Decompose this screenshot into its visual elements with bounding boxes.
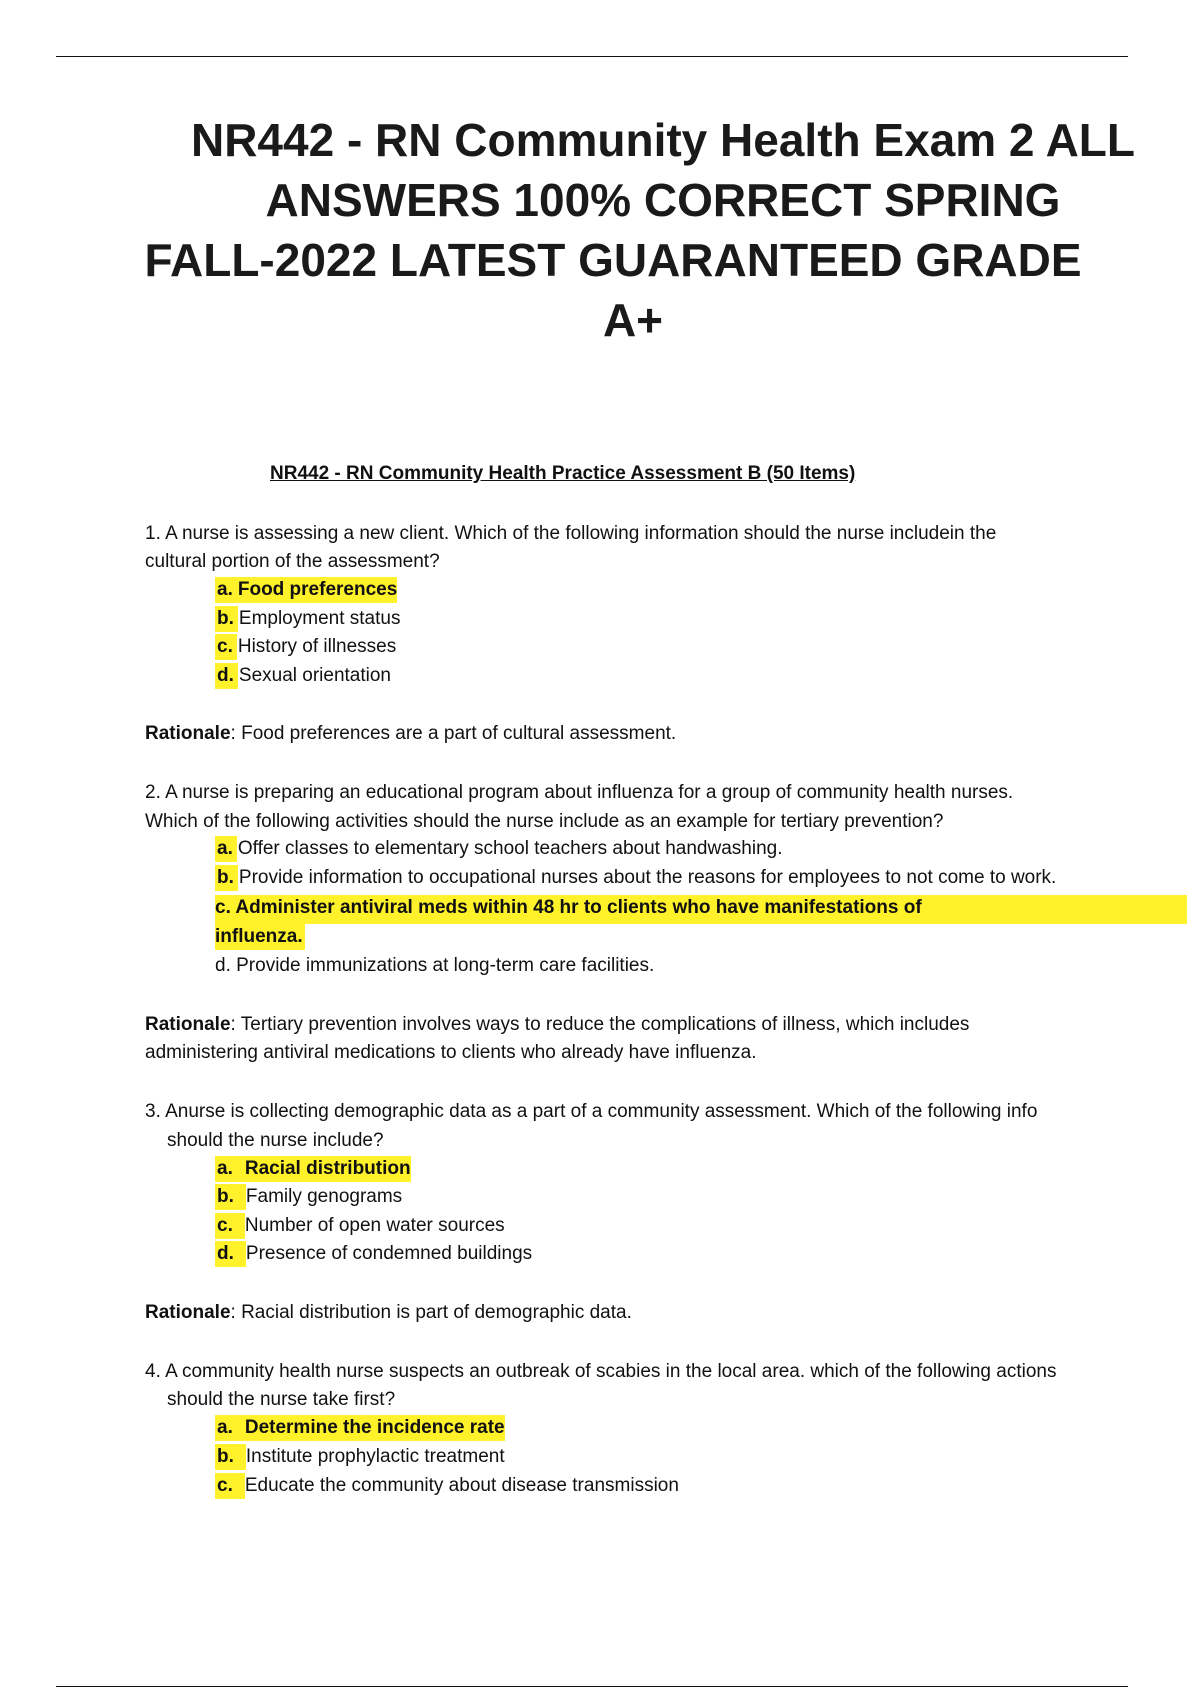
q4-option-a: a. Determine the incidence rate bbox=[215, 1415, 505, 1441]
q3-option-a: a. Racial distribution bbox=[215, 1156, 411, 1182]
document-title bbox=[118, 110, 1138, 350]
q1-option-d: d. Sexual orientation bbox=[215, 663, 391, 689]
question-3-line-2: should the nurse include? bbox=[167, 1130, 384, 1151]
q2-option-a: a. Offer classes to elementary school teachers about handwashing. bbox=[215, 836, 783, 862]
q1-option-a: a. Food preferences bbox=[215, 577, 397, 603]
q2-option-c: c. Administer antiviral meds within 48 hr to clients who have manifestations of bbox=[215, 897, 922, 918]
q2-rationale: Rationale: Tertiary prevention involves ways to reduce the complications of illness, which includes bbox=[145, 1014, 970, 1035]
q2-option-d: d. Provide immunizations at long-term care facilities. bbox=[215, 955, 655, 976]
q4-option-c: c. Educate the community about disease transmission bbox=[215, 1473, 679, 1499]
q2-option-b: b. Provide information to occupational nurses about the reasons for employees to not come to work. bbox=[215, 865, 1056, 891]
question-3-line-1: 3. Anurse is collecting demographic data as a part of a community assessment. Which of the following info bbox=[145, 1101, 1038, 1122]
q4-option-b: b. Institute prophylactic treatment bbox=[215, 1444, 505, 1470]
question-2-line-1: 2. A nurse is preparing an educational program about influenza for a group of community health nurses. bbox=[145, 782, 1014, 803]
q3-option-d: d. Presence of condemned buildings bbox=[215, 1241, 532, 1267]
question-1-line-2: cultural portion of the assessment? bbox=[145, 551, 440, 572]
title-line-2: ANSWERS 100% CORRECT SPRING bbox=[265, 174, 1061, 226]
q2-rationale-line-2: administering antiviral medications to clients who already have influenza. bbox=[145, 1042, 757, 1063]
question-4-line-2: should the nurse take first? bbox=[167, 1389, 396, 1410]
q1-option-c: c. History of illnesses bbox=[215, 634, 396, 660]
q1-rationale: Rationale: Food preferences are a part of cultural assessment. bbox=[145, 723, 677, 744]
section-subtitle: NR442 - RN Community Health Practice Assessment B (50 Items) bbox=[270, 463, 856, 484]
title-line-4: A+ bbox=[602, 294, 664, 346]
q2-option-c-continued: influenza. bbox=[215, 924, 305, 950]
title-line-3: FALL-2022 LATEST GUARANTEED GRADE bbox=[144, 234, 1082, 286]
q3-rationale: Rationale: Racial distribution is part of demographic data. bbox=[145, 1302, 632, 1323]
question-2-line-2: Which of the following activities should the nurse include as an example for tertiary prevention? bbox=[145, 811, 944, 832]
q1-option-b: b. Employment status bbox=[215, 606, 400, 632]
q3-option-b: b. Family genograms bbox=[215, 1184, 402, 1210]
question-1-line-1: 1. A nurse is assessing a new client. Which of the following information should the nurse includein the bbox=[145, 523, 997, 544]
title-line-1: NR442 - RN Community Health Exam 2 ALL bbox=[190, 114, 1136, 166]
question-4-line-1: 4. A community health nurse suspects an outbreak of scabies in the local area. which of the following actions bbox=[145, 1361, 1057, 1382]
q3-option-c: c. Number of open water sources bbox=[215, 1213, 505, 1239]
top-rule bbox=[56, 56, 1128, 57]
bottom-rule bbox=[56, 1686, 1128, 1687]
